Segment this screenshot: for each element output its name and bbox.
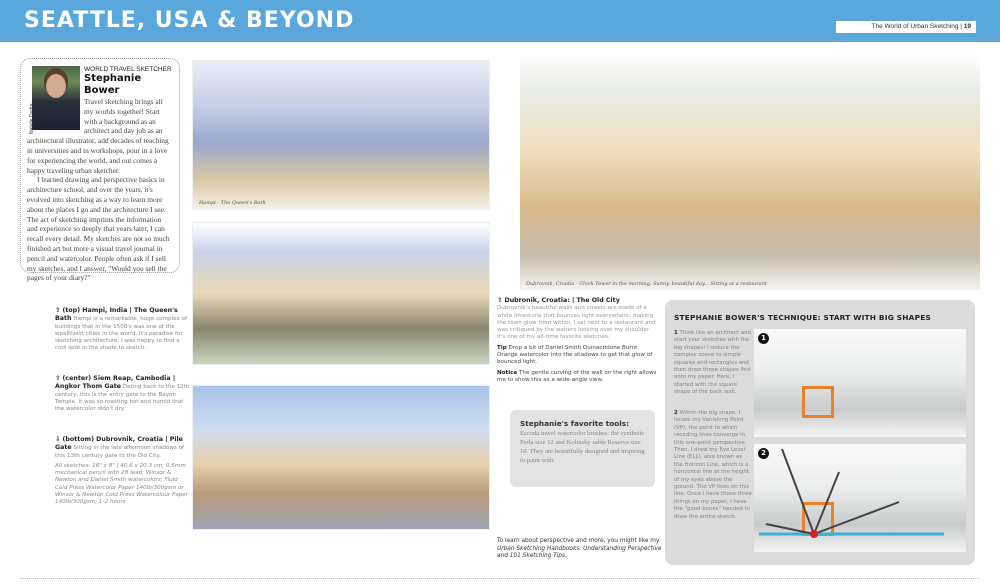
caption-body: Sitting in the late afternoon shadows of this 13th century gate to the Old City. — [55, 445, 185, 459]
tip-text: Drop a bit of Daniel Smith Quinacridone Burnt Orange watercolor into the shadows to get that glow of bounced light. — [497, 344, 653, 366]
pile-gate-sketch — [192, 385, 490, 530]
step-1 — [674, 330, 752, 397]
step-1-sketch — [754, 329, 966, 437]
notice-label: Notice — [497, 369, 518, 376]
learn-text: . — [565, 553, 567, 559]
running-head: The World of Urban Sketching | 19 — [836, 21, 976, 33]
perspective-lines — [754, 444, 966, 552]
receding-line — [782, 449, 814, 534]
step-text: Within the big shape, I locate my Vanishing Point (VP), the point to which receding lines converge in this one-point perspective. Then, I draw my Eye Level Line (ELL), also known as the Horizon Line, which is a horizontal line at the height of my eyes above the ground. The VP lives on this line. Once I have those three things on my paper, I have the "good bones" needed to draw the entire sketch. — [674, 410, 752, 520]
step-badge: 1 — [758, 333, 769, 344]
caption-top — [55, 307, 191, 353]
book-title: Urban Sketching Handbooks: Understanding Perspective — [497, 545, 662, 552]
notice-text: The gentle curving of the wall on the right allows me to show this as a wide-angle view. — [497, 369, 657, 383]
bio-box — [20, 58, 180, 283]
caption-body: Hampi is a remarkable, huge complex of buildings that in the 1500's was one of the wealthiest cities in the world. It's paradise for sketching architecture. I was happy to find a cool spot in the shade to sketch. — [55, 316, 187, 352]
favorite-tools-box — [510, 410, 655, 487]
page-header — [0, 0, 1000, 42]
caption-bottom — [55, 436, 191, 507]
caption-body: Dating back to the 12th century, this is the entry gate to the Bayon Temple. It was so roasting hot and humid that the watercolor didn't dry. — [55, 384, 190, 413]
tip-label: Tip — [497, 344, 507, 351]
tools-body: Escoda travel watercolor brushes: the synthetic Perla size 12 and Kolinsky sable Reserva size 10. They are beautifully designed and inspiring to paint with. — [520, 430, 645, 464]
learn-more-note — [497, 538, 662, 561]
receding-line — [814, 502, 899, 534]
step-number: 2 — [674, 410, 678, 416]
caption-center — [55, 375, 191, 413]
tools-title: Stephanie's favorite tools: — [520, 419, 630, 428]
bio-paragraph: Travel sketching brings all my worlds together! Start with a background as an architect and day job as an architectural illustrator, add decades of teaching in universities and in workshops, pour in a love for experiencing the world, and out comes a happy traveling urban sketcher. — [27, 97, 169, 175]
technique-title: STEPHANIE BOWER'S TECHNIQUE: START WITH BIG SHAPES — [674, 313, 931, 322]
step-2 — [674, 410, 752, 521]
learn-text: To learn about perspective and more, you might like my — [497, 538, 660, 544]
old-city-body: Dubrovnik's beautiful walls and streets are made of a white limestone that bounces light everywhere, making the town glow from within. I sat next to a restaurant and was critiqued by the waiters looking over my shoulder. It's one of my all-time favorite sketches. — [497, 305, 656, 341]
big-shape-square — [802, 386, 834, 418]
angkor-sketch — [192, 222, 490, 365]
page-title: SEATTLE, USA & BEYOND — [24, 8, 355, 33]
step-text: Think like an architect and start your sketches with the big shapes! I reduce the complex scene to simple squares and rectangles and then draw those shapes first onto my paper. Here, I started with the square shape of the back wall. — [674, 330, 752, 396]
section-name: The World of Urban Sketching — [871, 23, 959, 30]
vanishing-point — [810, 530, 818, 538]
bio-kicker: WORLD TRAVEL SKETCHER — [84, 66, 172, 73]
materials-note: All sketches: 16" x 8" | 40.6 x 20.3 cm; 0.5mm mechanical pencil with 2B lead; Winsor & Newton and Daniel Smith watercolors; Fluid Cold Press Watercolor Paper 140lb/300gsm or Winsor & Newton Cold Press Watercolour Paper 140lb/300gsm; 1-2 hours — [55, 462, 189, 506]
hampi-sketch — [192, 60, 490, 210]
sketch-caption: Hampi - The Queen's Bath — [199, 200, 266, 206]
old-city-head: ⇧ Dubronik, Croatia: | The Old City — [497, 297, 620, 304]
sketch-caption: Dubrovnik, Croatia - Clock Tower in the morning. Sunny, beautiful day... Sitting at a restaurant — [526, 281, 768, 287]
bottom-divider — [20, 578, 980, 579]
learn-text: and — [497, 553, 510, 559]
step-badge: 2 — [758, 448, 769, 459]
page-number: 19 — [963, 23, 971, 30]
photo-credit: Natalie Dudra — [29, 103, 35, 134]
old-city-sketch — [520, 55, 980, 290]
caption-head: ⇩ (bottom) Dubrovnik, Croatia | Pile Gate — [55, 436, 183, 452]
technique-box — [665, 300, 975, 565]
author-name: Stephanie Bower — [84, 73, 142, 96]
step-2-sketch — [754, 444, 966, 552]
caption-head: ⇧ (center) Siem Reap, Cambodia | Angkor Thom Gate — [55, 375, 176, 391]
old-city-text — [497, 297, 659, 387]
step-number: 1 — [674, 330, 678, 336]
book-title: 101 Sketching Tips — [509, 553, 566, 559]
receding-line — [814, 472, 839, 534]
author-photo — [32, 66, 80, 130]
bio-paragraph: I learned drawing and perspective basics in architecture school, and over the years, it's evolved into sketching as a way to learn more about the places I go and the architecture I see. The act of sketching imprints the information and experience so deeply that years later, I can recall every detail. My sketches are not so much finished art but more a visual travel journal in pencil and watercolor. People often ask if I sell my sketches, and I answer, "Would you sell the pages of your diary?" — [27, 175, 170, 283]
caption-head: ⇧ (top) Hampi, India | The Queen's Bath — [55, 307, 178, 323]
